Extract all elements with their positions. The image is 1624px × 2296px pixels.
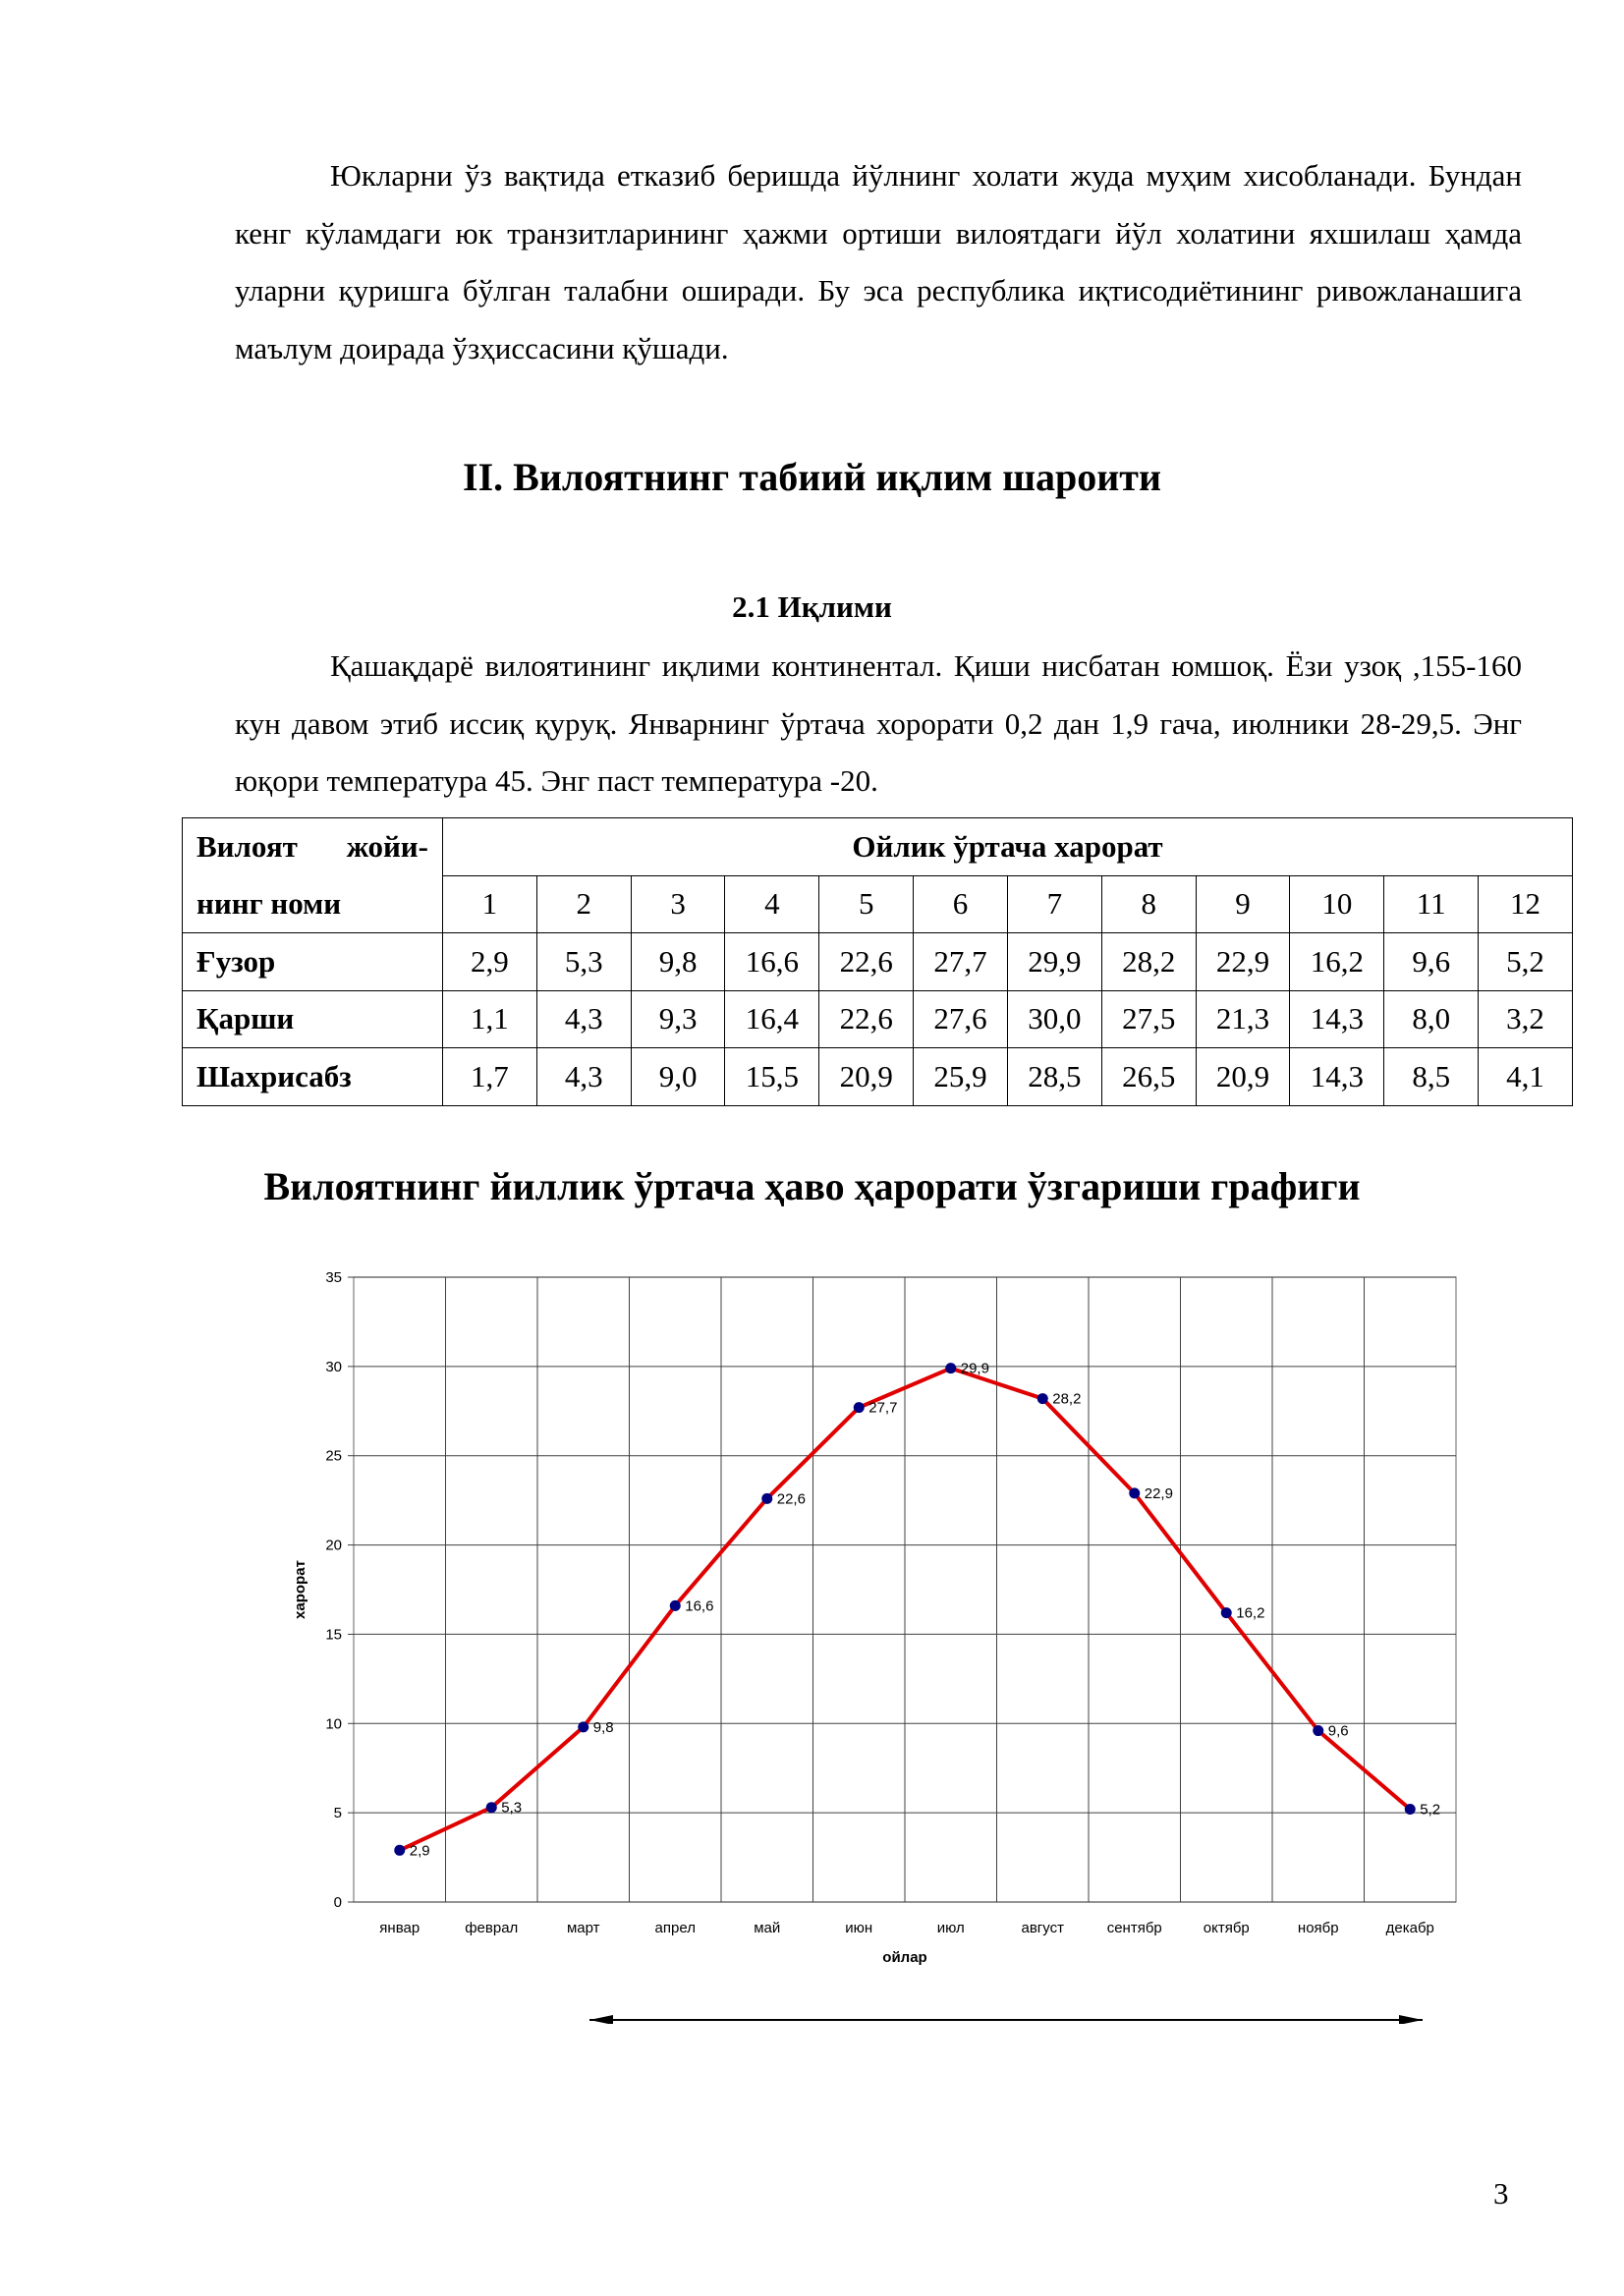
data-label: 28,2 bbox=[1052, 1390, 1082, 1408]
table-cell: 27,5 bbox=[1101, 990, 1196, 1048]
data-label: 5,2 bbox=[1420, 1801, 1441, 1819]
x-tick-label: март bbox=[566, 1920, 600, 1936]
table-cell: 1,7 bbox=[443, 1048, 537, 1106]
data-label: 27,7 bbox=[868, 1399, 898, 1417]
data-point bbox=[394, 1845, 405, 1856]
arrow-head-right bbox=[1399, 2015, 1423, 2024]
y-tick-label: 25 bbox=[325, 1447, 342, 1465]
table-cell: 5,3 bbox=[536, 933, 631, 991]
table-cell: 26,5 bbox=[1101, 1048, 1196, 1106]
x-tick-label: июн bbox=[845, 1920, 873, 1936]
table-cell: 20,9 bbox=[819, 1048, 914, 1106]
data-point bbox=[670, 1600, 681, 1611]
data-point bbox=[1221, 1607, 1232, 1618]
table-cell: 20,9 bbox=[1196, 1048, 1290, 1106]
data-label: 5,3 bbox=[501, 1799, 523, 1817]
data-label: 22,6 bbox=[776, 1490, 806, 1508]
data-point bbox=[854, 1402, 865, 1413]
row-name: Шахрисабз bbox=[183, 1048, 443, 1106]
table-cell: 27,6 bbox=[914, 990, 1008, 1048]
climate-paragraph: Қашақдарё вилоятининг иқлими континентал. Қиши нисбатан юмшоқ. Ёзи узоқ ,155-160 кун давом этиб иссиқ қуруқ. Январнинг ўртача хорорати 0,2 дан 1,9 гача, июлники 28-29,5. Энг юқори температура 45. Энг паст температура -20. bbox=[235, 648, 1522, 798]
table-cell: 3,2 bbox=[1479, 990, 1573, 1048]
table-cell: 8,0 bbox=[1384, 990, 1479, 1048]
table-row bbox=[183, 1048, 1573, 1106]
month-header: 8 bbox=[1101, 875, 1196, 933]
y-tick-label: 30 bbox=[325, 1358, 342, 1375]
x-axis-title: ойлар bbox=[882, 1949, 927, 1966]
table-cell: 4,3 bbox=[536, 990, 631, 1048]
data-point bbox=[945, 1363, 956, 1373]
page-number: 3 bbox=[1493, 2176, 1509, 2211]
corner-word-2: жойи- bbox=[346, 829, 428, 864]
chart-heading: Вилоятнинг йиллик ўртача ҳаво ҳарорати ўзгариши графиги bbox=[263, 1164, 1361, 1208]
x-tick-label: апрел bbox=[654, 1920, 696, 1936]
month-header: 12 bbox=[1479, 875, 1573, 933]
y-tick-label: 15 bbox=[325, 1626, 342, 1644]
table-cell: 16,2 bbox=[1290, 933, 1384, 991]
table-cell: 8,5 bbox=[1384, 1048, 1479, 1106]
data-label: 16,2 bbox=[1236, 1604, 1265, 1622]
table-corner-header bbox=[183, 818, 443, 876]
data-label: 29,9 bbox=[960, 1360, 989, 1377]
table-cell: 9,6 bbox=[1384, 933, 1479, 991]
table-cell: 25,9 bbox=[914, 1048, 1008, 1106]
table-cell: 30,0 bbox=[1007, 990, 1101, 1048]
temperature-line-chart bbox=[285, 1256, 1493, 2024]
table-cell: 27,7 bbox=[914, 933, 1008, 991]
x-tick-label: январ bbox=[379, 1920, 420, 1936]
x-tick-label: октябр bbox=[1203, 1920, 1250, 1936]
data-label: 16,6 bbox=[685, 1597, 714, 1615]
row-name: Қарши bbox=[183, 990, 443, 1048]
table-row bbox=[183, 933, 1573, 991]
table-cell: 4,1 bbox=[1479, 1048, 1573, 1106]
month-header: 4 bbox=[725, 875, 819, 933]
table-cell: 22,6 bbox=[819, 933, 914, 991]
table-row bbox=[183, 990, 1573, 1048]
data-point bbox=[761, 1493, 772, 1504]
data-point bbox=[1313, 1725, 1323, 1736]
data-point bbox=[1405, 1804, 1416, 1815]
x-tick-label: феврал bbox=[465, 1920, 519, 1936]
table-cell: 9,0 bbox=[631, 1048, 725, 1106]
table-cell: 4,3 bbox=[536, 1048, 631, 1106]
table-cell: 22,9 bbox=[1196, 933, 1290, 991]
table-cell: 29,9 bbox=[1007, 933, 1101, 991]
y-tick-label: 5 bbox=[333, 1805, 342, 1822]
table-cell: 1,1 bbox=[443, 990, 537, 1048]
x-tick-label: август bbox=[1021, 1920, 1064, 1936]
row-name: Ғузор bbox=[183, 933, 443, 991]
month-header: 1 bbox=[443, 875, 537, 933]
data-label: 9,6 bbox=[1327, 1722, 1349, 1740]
data-point bbox=[486, 1802, 497, 1813]
data-point bbox=[1129, 1487, 1140, 1498]
table-cell: 22,6 bbox=[819, 990, 914, 1048]
table-cell: 9,3 bbox=[631, 990, 725, 1048]
table-cell: 28,5 bbox=[1007, 1048, 1101, 1106]
table-corner-header-2: нинг номи bbox=[183, 875, 443, 933]
y-axis-title: харорат bbox=[292, 1560, 308, 1619]
data-label: 22,9 bbox=[1144, 1484, 1173, 1502]
month-header: 5 bbox=[819, 875, 914, 933]
y-tick-label: 35 bbox=[325, 1269, 342, 1286]
table-cell: 9,8 bbox=[631, 933, 725, 991]
month-header: 11 bbox=[1384, 875, 1479, 933]
x-tick-label: ноябр bbox=[1297, 1920, 1339, 1936]
y-tick-label: 20 bbox=[325, 1537, 342, 1554]
table-cell: 5,2 bbox=[1479, 933, 1573, 991]
section-subtitle: 2.1 Иқлими bbox=[732, 589, 892, 624]
table-cell: 2,9 bbox=[443, 933, 537, 991]
y-tick-label: 0 bbox=[333, 1894, 342, 1911]
x-tick-label: июл bbox=[936, 1920, 965, 1936]
month-header: 10 bbox=[1290, 875, 1384, 933]
month-header: 3 bbox=[631, 875, 725, 933]
arrow-head-left bbox=[589, 2015, 613, 2024]
x-tick-label: декабр bbox=[1385, 1920, 1434, 1936]
group-header: Ойлик ўртача харорат bbox=[443, 818, 1573, 876]
intro-paragraph: Юкларни ўз вақтида етказиб беришда йўлнинг холати жуда муҳим хисобланади. Бундан кенг кўламдаги юк транзитларининг ҳажми ортиши вилоятдаги йўл холатини яхшилаш ҳамда уларни қуришга бўлган талабни оширади. Бу эса республика иқтисодиётининг ривожланашига маълум доирада ўзҳиссасини қўшади. bbox=[235, 158, 1522, 365]
table-cell: 14,3 bbox=[1290, 990, 1384, 1048]
table-month-row bbox=[183, 875, 1573, 933]
month-header: 7 bbox=[1007, 875, 1101, 933]
table-header-row bbox=[183, 818, 1573, 876]
x-tick-label: сентябр bbox=[1106, 1920, 1162, 1936]
data-point bbox=[1037, 1393, 1048, 1404]
data-label: 9,8 bbox=[592, 1718, 614, 1736]
x-tick-label: май bbox=[754, 1920, 781, 1936]
month-header: 6 bbox=[914, 875, 1008, 933]
table-cell: 16,6 bbox=[725, 933, 819, 991]
table-cell: 15,5 bbox=[725, 1048, 819, 1106]
month-header: 2 bbox=[536, 875, 631, 933]
temperature-table bbox=[182, 817, 1573, 1106]
month-header: 9 bbox=[1196, 875, 1290, 933]
table-cell: 16,4 bbox=[725, 990, 819, 1048]
table-cell: 21,3 bbox=[1196, 990, 1290, 1048]
table-cell: 28,2 bbox=[1101, 933, 1196, 991]
data-point bbox=[578, 1721, 588, 1732]
table-cell: 14,3 bbox=[1290, 1048, 1384, 1106]
section-title: II. Вилоятнинг табиий иқлим шароити bbox=[463, 455, 1161, 499]
data-label: 2,9 bbox=[409, 1842, 430, 1860]
corner-word-1: Вилоят bbox=[196, 829, 298, 864]
y-tick-label: 10 bbox=[325, 1715, 342, 1733]
